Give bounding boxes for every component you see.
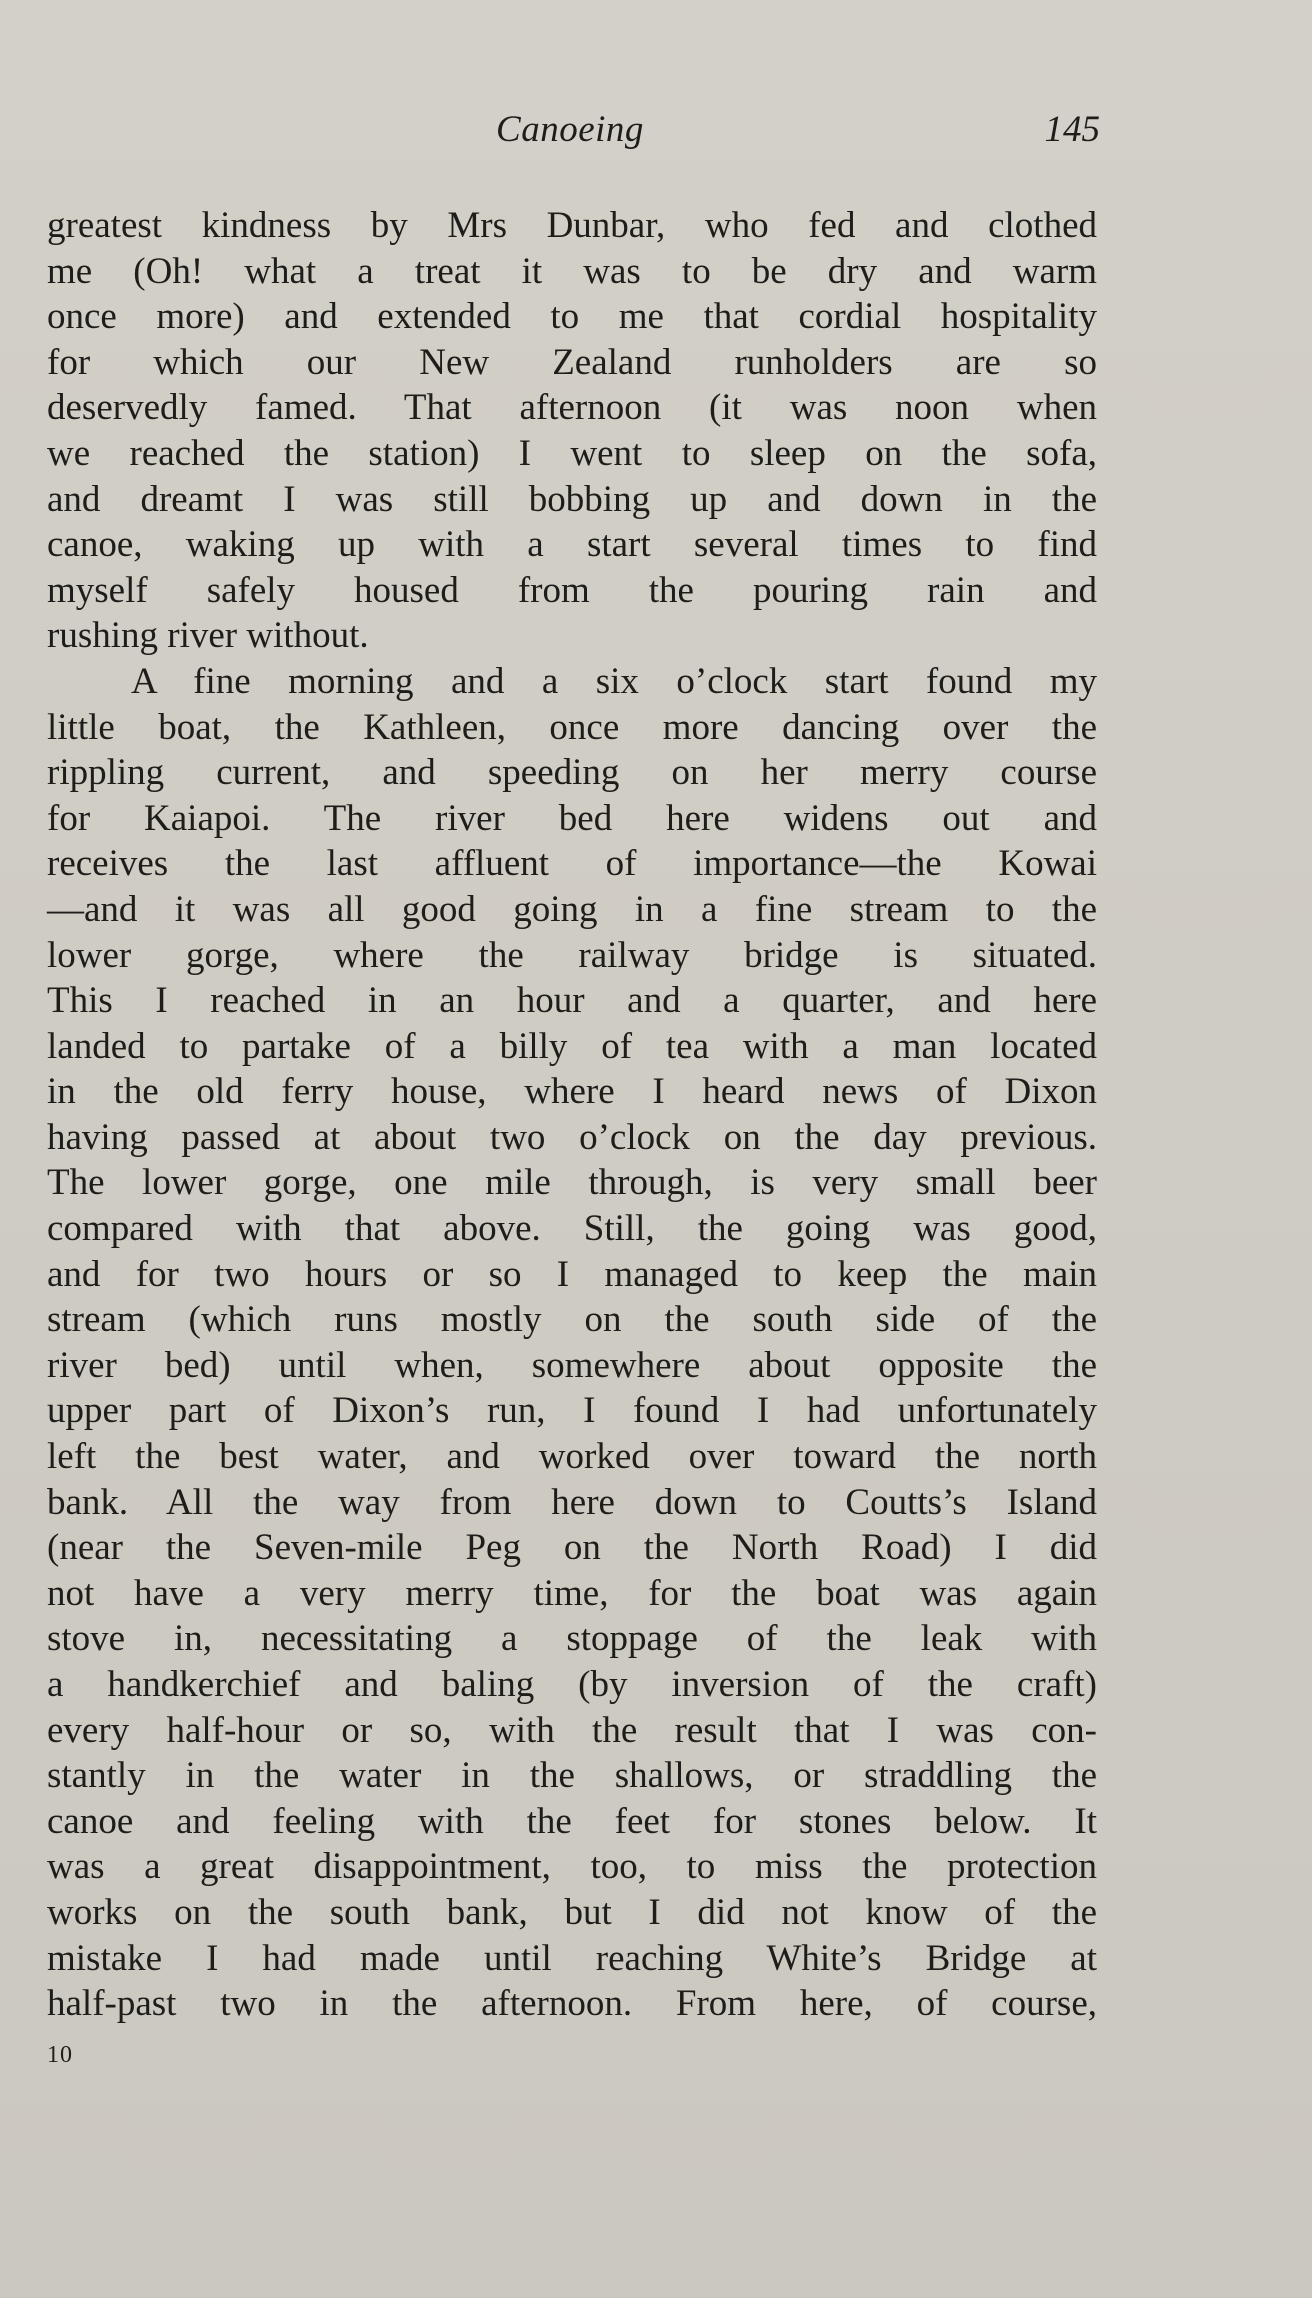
text-line: bank. All the way from here down to Coutts’s Island	[47, 1481, 1097, 1523]
text-line: (near the Seven-mile Peg on the North Road) I did	[47, 1527, 1097, 1569]
text-line: lower gorge, where the railway bridge is situated.	[47, 934, 1097, 976]
text-line: and for two hours or so I managed to keep the main	[47, 1253, 1097, 1295]
text-line: canoe, waking up with a start several times to find	[47, 524, 1097, 566]
text-line: upper part of Dixon’s run, I found I had unfortunately	[47, 1390, 1097, 1432]
text-line: mistake I had made until reaching White’s Bridge at	[47, 1937, 1097, 1979]
text-line: having passed at about two o’clock on the day previous.	[47, 1116, 1097, 1158]
text-line: stream (which runs mostly on the south side of the	[47, 1299, 1097, 1341]
text-line: once more) and extended to me that cordial hospitality	[47, 296, 1097, 338]
text-line: left the best water, and worked over toward the north	[47, 1436, 1097, 1478]
text-line: half-past two in the afternoon. From here, of course,	[47, 1983, 1097, 2025]
text-line: myself safely housed from the pouring rain and	[47, 569, 1097, 611]
text-line: compared with that above. Still, the going was good,	[47, 1208, 1097, 1250]
body-text	[47, 203, 1097, 2027]
text-line: canoe and feeling with the feet for stones below. It	[47, 1800, 1097, 1842]
text-line: works on the south bank, but I did not know of the	[47, 1891, 1097, 1933]
text-line: stove in, necessitating a stoppage of the leak with	[47, 1618, 1097, 1660]
text-line: was a great disappointment, too, to miss the protection	[47, 1846, 1097, 1888]
text-line: deservedly famed. That afternoon (it was noon when	[47, 387, 1097, 429]
text-line: greatest kindness by Mrs Dunbar, who fed and clothed	[47, 205, 1097, 246]
signature-mark: 10	[47, 2042, 73, 2068]
text-line: This I reached in an hour and a quarter, and here	[47, 980, 1097, 1022]
text-line: for Kaiapoi. The river bed here widens out and	[47, 797, 1097, 839]
text-line: every half-hour or so, with the result that I was con-	[47, 1709, 1097, 1751]
text-line: little boat, the Kathleen, once more dancing over the	[47, 706, 1097, 748]
running-title: Canoeing	[496, 109, 644, 150]
running-head	[40, 108, 1100, 164]
text-line: in the old ferry house, where I heard news of Dixon	[47, 1071, 1097, 1113]
text-line: me (Oh! what a treat it was to be dry and warm	[47, 250, 1097, 292]
text-line: landed to partake of a billy of tea with a man located	[47, 1025, 1097, 1067]
text-line: for which our New Zealand runholders are so	[47, 341, 1097, 383]
text-line: A fine morning and a six o’clock start found my	[131, 660, 1097, 702]
text-line: rushing river without.	[47, 615, 369, 657]
text-line: rippling current, and speeding on her merry course	[47, 752, 1097, 794]
page-number: 145	[1044, 109, 1100, 150]
text-line: stantly in the water in the shallows, or straddling the	[47, 1755, 1097, 1797]
text-line: a handkerchief and baling (by inversion of the craft)	[47, 1664, 1097, 1705]
text-line: The lower gorge, one mile through, is very small beer	[47, 1162, 1097, 1204]
text-line: not have a very merry time, for the boat was again	[47, 1572, 1097, 1614]
text-line: —and it was all good going in a fine stream to the	[47, 888, 1097, 930]
text-line: receives the last affluent of importance—the Kowai	[47, 843, 1097, 885]
text-line: and dreamt I was still bobbing up and down in the	[47, 478, 1097, 520]
text-line: river bed) until when, somewhere about opposite the	[47, 1344, 1097, 1386]
text-line: we reached the station) I went to sleep on the sofa,	[47, 432, 1097, 474]
